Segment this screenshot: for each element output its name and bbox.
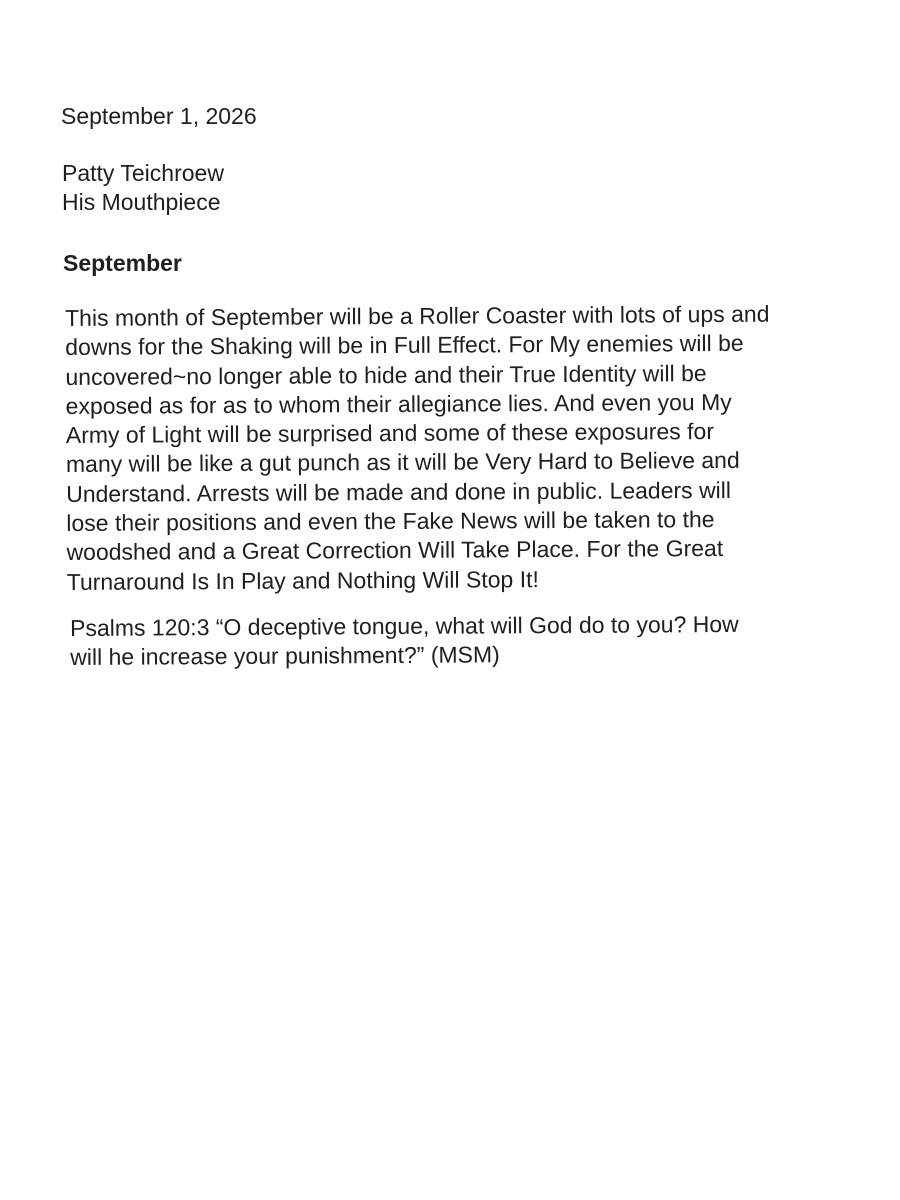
body-line: This month of September will be a Roller Coaster with lots of ups and: [65, 300, 770, 331]
body-line: uncovered~no longer able to hide and their True Identity will be: [65, 359, 707, 390]
verse-line: will he increase your punishment?” (MSM): [70, 641, 500, 670]
verse-line: Psalms 120:3 “O deceptive tongue, what will God do to you? How: [70, 610, 739, 641]
body-line: lose their positions and even the Fake News will be taken to the: [66, 506, 715, 537]
body-line: Army of Light will be surprised and some of these exposures for: [65, 418, 715, 449]
author-name: Patty Teichroew: [62, 160, 224, 186]
body-line: many will be like a gut punch as it will be Very Hard to Believe and: [65, 447, 740, 478]
message-body: [65, 299, 857, 597]
scripture-verse: [70, 609, 850, 672]
body-line: woodshed and a Great Correction Will Take Place. For the Great: [66, 535, 724, 566]
document-date: September 1, 2026: [61, 103, 257, 129]
body-line: Understand. Arrests will be made and done in public. Leaders will: [66, 476, 732, 507]
author-block: [62, 159, 224, 217]
body-line: exposed as for as to whom their allegiance lies. And even you My: [65, 388, 732, 419]
document-heading: September: [63, 250, 182, 276]
body-line: downs for the Shaking will be in Full Effect. For My enemies will be: [65, 330, 744, 361]
body-line: Turnaround Is In Play and Nothing Will Stop It!: [66, 565, 539, 595]
author-role: His Mouthpiece: [62, 189, 221, 215]
